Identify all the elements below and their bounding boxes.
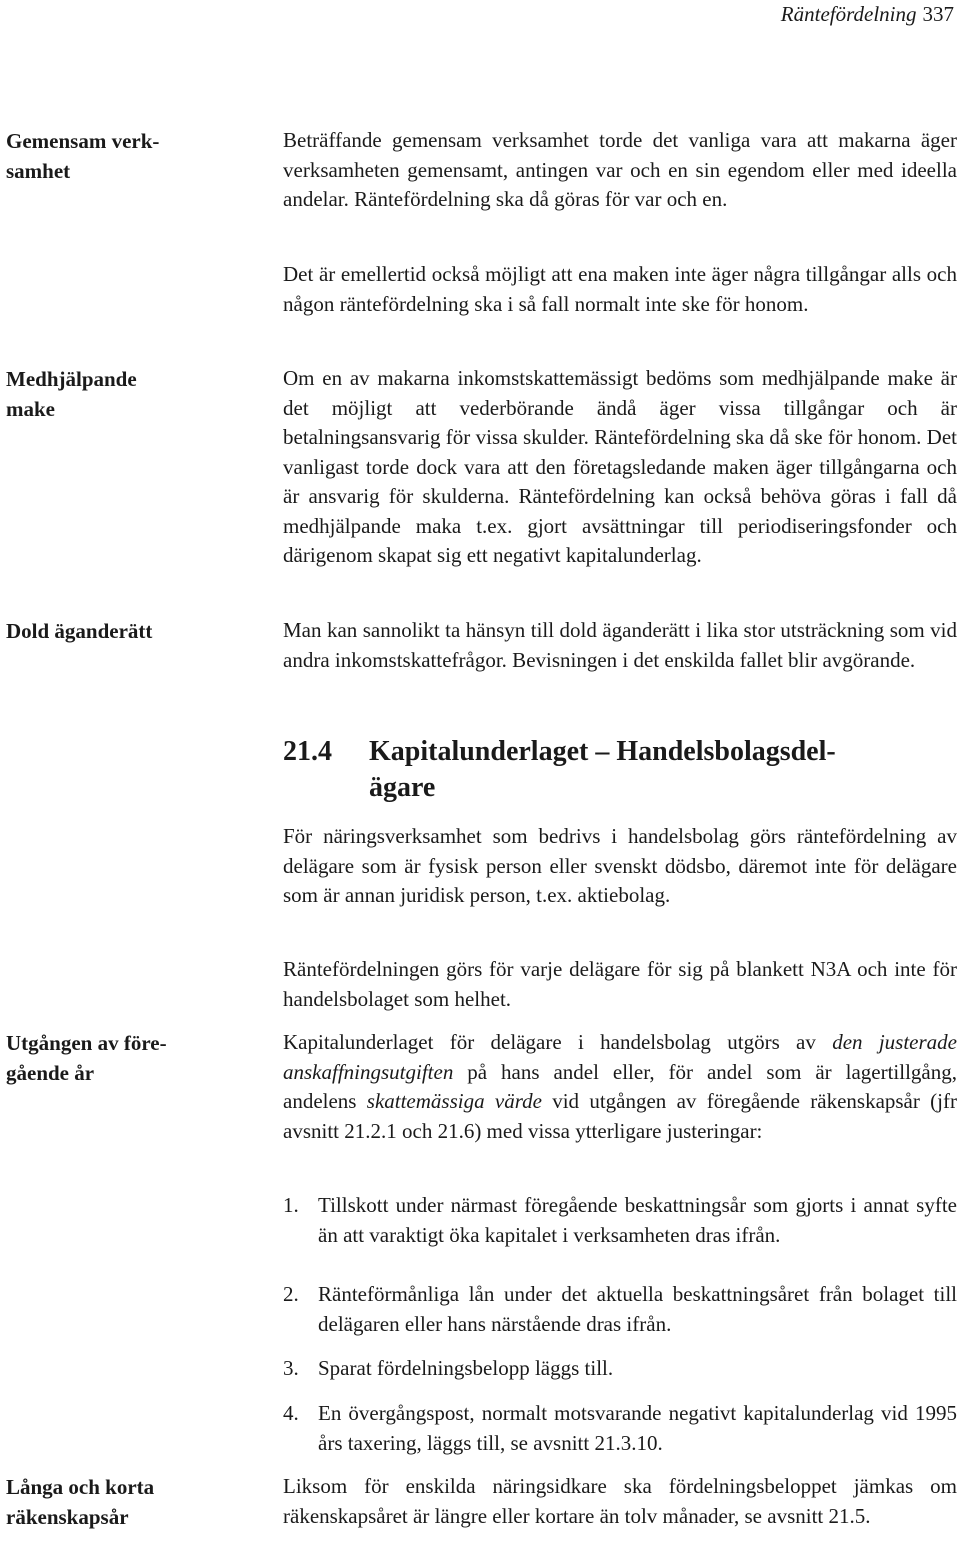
paragraph-gemensam: Beträffande gemensam verksamhet torde det vanliga vara att makarna äger verksamheten gemensamt, antingen var och en sin egendom eller med ideella andelar. Räntefördelning ska då göras för var och en. <box>283 128 957 211</box>
paragraph-jamkas: Liksom för enskilda näringsidkare ska fördelningsbeloppet jämkas om räkenskapsåret är längre eller kortare än tolv månader, se avsnitt 21.5. <box>283 1474 957 1528</box>
list-item <box>283 1354 957 1384</box>
text-segment: vid utgången av föregående räkenskapsår (jfr avsnitt 21.2.1 och 21.6) med vissa ytterligare justeringar: <box>283 1089 957 1143</box>
header-title: Räntefördelning <box>780 2 917 26</box>
margin-note-utgangen: Utgången av före- gående år <box>6 1031 167 1085</box>
margin-note-medhjalpande: Medhjälpande make <box>6 367 137 421</box>
list-number: 3. <box>283 1356 299 1380</box>
paragraph-kapitalunderlaget <box>283 1028 957 1146</box>
list-number: 4. <box>283 1401 299 1425</box>
list-text: Tillskott under närmast föregående beskattningsår som gjorts i annat syfte än att varaktigt öka kapitalet i verksamheten dras ifrån. <box>318 1193 957 1247</box>
paragraph-naringsverksamhet: För näringsverksamhet som bedrivs i handelsbolag görs räntefördelning av delägare som är fysisk person eller svenskt dödsbo, däremot inte för delägare som är annan juridisk person, t.ex. aktiebolag. <box>283 824 957 907</box>
list-number: 1. <box>283 1193 299 1217</box>
list-text: En övergångspost, normalt motsvarande negativt kapitalunderlag vid 1995 års taxering, läggs till, se avsnitt 21.3.10. <box>318 1401 957 1455</box>
paragraph-blankett: Räntefördelningen görs för varje delägare för sig på blankett N3A och inte för handelsbolaget som helhet. <box>283 957 957 1011</box>
margin-note-langa: Långa och korta räkenskapsår <box>6 1475 155 1529</box>
italic-term: den justerade anskaffningsutgiften <box>283 1030 957 1084</box>
list-text: Ränteförmånliga lån under det aktuella beskattningsåret från bolaget till delägaren eller hans närstående dras ifrån. <box>318 1282 957 1336</box>
section-title-line2: ägare <box>369 772 436 803</box>
section-title-line1: Kapitalunderlaget – Handelsbolagsdel- <box>369 736 836 767</box>
list-text: Sparat fördelningsbelopp läggs till. <box>318 1356 614 1380</box>
margin-note-gemensam: Gemensam verk- samhet <box>6 129 160 183</box>
margin-note-dold: Dold äganderätt <box>6 619 153 643</box>
text-segment: på hans andel eller, för andel som är lagertillgång, andelens <box>283 1059 957 1113</box>
paragraph-medhjalpande: Om en av makarna inkomstskattemässigt bedöms som medhjälpande make är det möjligt att vederbörande ändå äger vissa tillgångar och är betalningsansvarig för vissa skulder. Räntefördelning ska då ske för honom. Det vanligast torde dock vara att den företagsledande maken äger tillgångarna och är ansvarig för skulderna. Räntefördelning kan också behöva göras i fall då medhjälpande maka t.ex. gjort avsättningar till periodiseringsfonder och därigenom skapat sig ett negativt kapitalunderlag. <box>283 366 957 567</box>
paragraph-ena-maken: Det är emellertid också möjligt att ena maken inte äger några tillgångar alls och någon räntefördelning ska i så fall normalt inte ske för honom. <box>283 262 957 316</box>
paragraph-dold: Man kan sannolikt ta hänsyn till dold äganderätt i lika stor utsträckning som vid andra inkomstskattefrågor. Bevisningen i det enskilda fallet blir avgörande. <box>283 618 957 672</box>
list-number: 2. <box>283 1282 299 1306</box>
list-item <box>283 1399 957 1458</box>
list-item <box>283 1280 957 1339</box>
italic-term: skattemässiga värde <box>366 1089 542 1113</box>
page-number: 337 <box>922 2 954 26</box>
running-header <box>781 0 954 28</box>
text-segment: Kapitalunderlaget för delägare i handelsbolag utgörs av <box>283 1030 833 1054</box>
section-heading <box>283 734 836 806</box>
list-item <box>283 1191 957 1250</box>
section-number: 21.4 <box>283 736 332 767</box>
